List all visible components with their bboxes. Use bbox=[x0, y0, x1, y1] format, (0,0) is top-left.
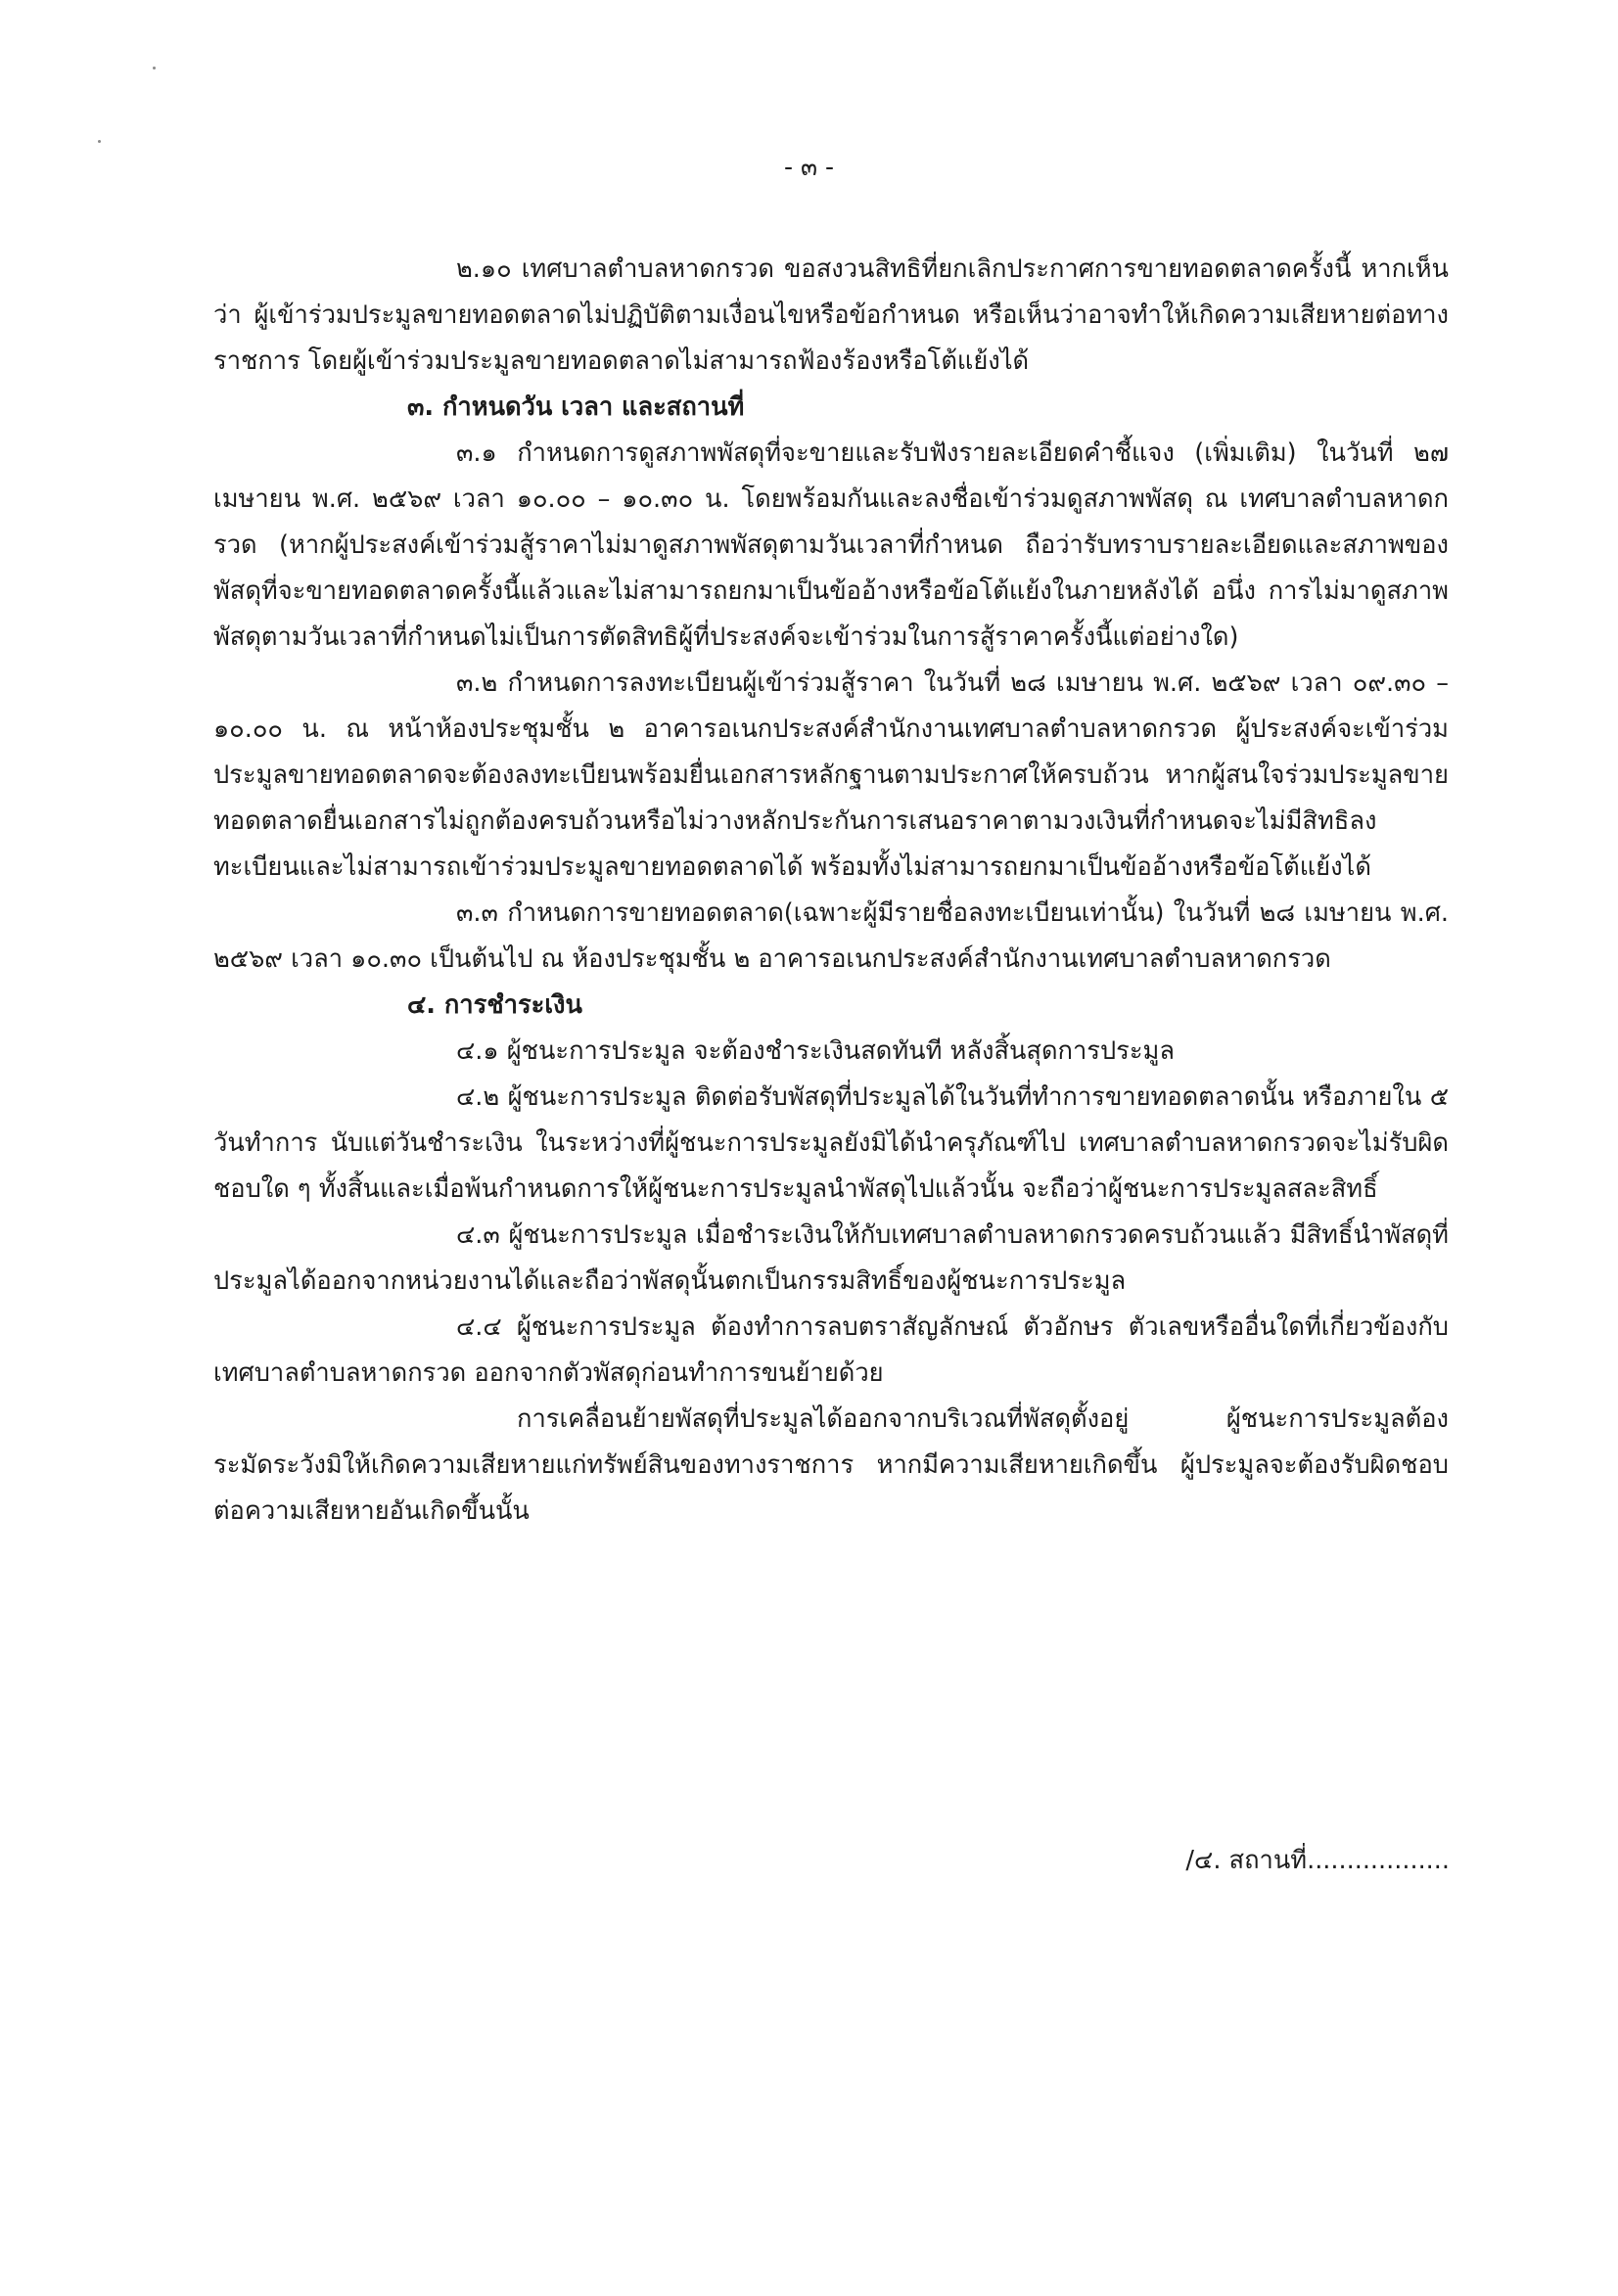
continuation-reference: /๔. สถานที่.................. bbox=[1185, 1846, 1450, 1875]
paragraph-3-3: ๓.๓ กำหนดการขายทอดตลาด(เฉพาะผู้มีรายชื่อลงทะเบียนเท่านั้น) ในวันที่ ๒๘ เมษายน พ.ศ. ๒๕๖๙ เวลา ๑๐.๓๐ เป็นต้นไป ณ ห้องประชุมชั้น ๒ อาคารอเนกประสงค์สำนักงานเทศบาลตำบลหาดกรวด bbox=[213, 898, 1449, 974]
paragraph-4-1: ๔.๑ ผู้ชนะการประมูล จะต้องชำระเงินสดทันที หลังสิ้นสุดการประมูล bbox=[456, 1036, 1175, 1066]
paragraph-3-1: ๓.๑ กำหนดการดูสภาพพัสดุที่จะขายและรับฟังรายละเอียดคำชี้แจง (เพิ่มเติม) ในวันที่ ๒๗ เมษายน พ.ศ. ๒๕๖๙ เวลา ๑๐.๐๐ – ๑๐.๓๐ น. โดยพร้อมกันและลงชื่อเข้าร่วมดูสภาพพัสดุ ณ เทศบาลตำบลหาดกรวด (หากผู้ประสงค์เข้าร่วมสู้ราคาไม่มาดูสภาพพัสดุตามวันเวลาที่กำหนด ถือว่ารับทราบรายละเอียดและสภาพของพัสดุที่จะขายทอดตลาดครั้งนี้แล้วและไม่สามารถยกมาเป็นข้ออ้างหรือข้อโต้แย้งในภายหลังได้ อนึ่ง การไม่มาดูสภาพพัสดุตามวันเวลาที่กำหนดไม่เป็นการตัดสิทธิผู้ที่ประสงค์จะเข้าร่วมในการสู้ราคาครั้งนี้แต่อย่างใด) bbox=[213, 438, 1449, 652]
document-body bbox=[213, 247, 1449, 1535]
paragraph-2-10: ๒.๑๐ เทศบาลตำบลหาดกรวด ขอสงวนสิทธิที่ยกเลิกประกาศการขายทอดตลาดครั้งนี้ หากเห็นว่า ผู้เข้าร่วมประมูลขายทอดตลาดไม่ปฏิบัติตามเงื่อนไขหรือข้อกำหนด หรือเห็นว่าอาจทำให้เกิดความเสียหายต่อทางราชการ โดยผู้เข้าร่วมประมูลขายทอดตลาดไม่สามารถฟ้องร้องหรือโต้แย้งได้ bbox=[213, 254, 1449, 376]
heading-section-3: ๓. กำหนดวัน เวลา และสถานที่ bbox=[407, 392, 745, 422]
paragraph-4-4: ๔.๔ ผู้ชนะการประมูล ต้องทำการลบตราสัญลักษณ์ ตัวอักษร ตัวเลขหรืออื่นใดที่เกี่ยวข้องกับเทศบาลตำบลหาดกรวด ออกจากตัวพัสดุก่อนทำการขนย้ายด้วย bbox=[213, 1312, 1449, 1388]
paragraph-relocation: การเคลื่อนย้ายพัสดุที่ประมูลได้ออกจากบริเวณที่พัสดุตั้งอยู่ ผู้ชนะการประมูลต้องระมัดระวังมิให้เกิดความเสียหายแก่ทรัพย์สินของทางราชการ หากมีความเสียหายเกิดขึ้น ผู้ประมูลจะต้องรับผิดชอบต่อความเสียหายอันเกิดขึ้นนั้น bbox=[213, 1404, 1449, 1526]
scan-speck bbox=[153, 67, 156, 69]
paragraph-3-2: ๓.๒ กำหนดการลงทะเบียนผู้เข้าร่วมสู้ราคา ในวันที่ ๒๘ เมษายน พ.ศ. ๒๕๖๙ เวลา ๐๙.๓๐ – ๑๐.๐๐ น. ณ หน้าห้องประชุมชั้น ๒ อาคารอเนกประสงค์สำนักงานเทศบาลตำบลหาดกรวด ผู้ประสงค์จะเข้าร่วมประมูลขายทอดตลาดจะต้องลงทะเบียนพร้อมยื่นเอกสารหลักฐานตามประกาศให้ครบถ้วน หากผู้สนใจร่วมประมูลขายทอดตลาดยื่นเอกสารไม่ถูกต้องครบถ้วนหรือไม่วางหลักประกันการเสนอราคาตามวงเงินที่กำหนดจะไม่มีสิทธิลงทะเบียนและไม่สามารถเข้าร่วมประมูลขายทอดตลาดได้ พร้อมทั้งไม่สามารถยกมาเป็นข้ออ้างหรือข้อโต้แย้งได้ bbox=[213, 668, 1449, 882]
paragraph-4-2: ๔.๒ ผู้ชนะการประมูล ติดต่อรับพัสดุที่ประมูลได้ในวันที่ทำการขายทอดตลาดนั้น หรือภายใน ๕ วันทำการ นับแต่วันชำระเงิน ในระหว่างที่ผู้ชนะการประมูลยังมิได้นำครุภัณฑ์ไป เทศบาลตำบลหาดกรวดจะไม่รับผิดชอบใด ๆ ทั้งสิ้นและเมื่อพ้นกำหนดการให้ผู้ชนะการประมูลนำพัสดุไปแล้วนั้น จะถือว่าผู้ชนะการประมูลสละสิทธิ์ bbox=[213, 1082, 1449, 1204]
scan-speck bbox=[98, 140, 101, 143]
page-number: - ๓ - bbox=[783, 153, 835, 181]
heading-section-4: ๔. การชำระเงิน bbox=[407, 990, 582, 1020]
paragraph-4-3: ๔.๓ ผู้ชนะการประมูล เมื่อชำระเงินให้กับเทศบาลตำบลหาดกรวดครบถ้วนแล้ว มีสิทธิ์นำพัสดุที่ประมูลได้ออกจากหน่วยงานได้และถือว่าพัสดุนั้นตกเป็นกรรมสิทธิ์ของผู้ชนะการประมูล bbox=[213, 1220, 1449, 1296]
